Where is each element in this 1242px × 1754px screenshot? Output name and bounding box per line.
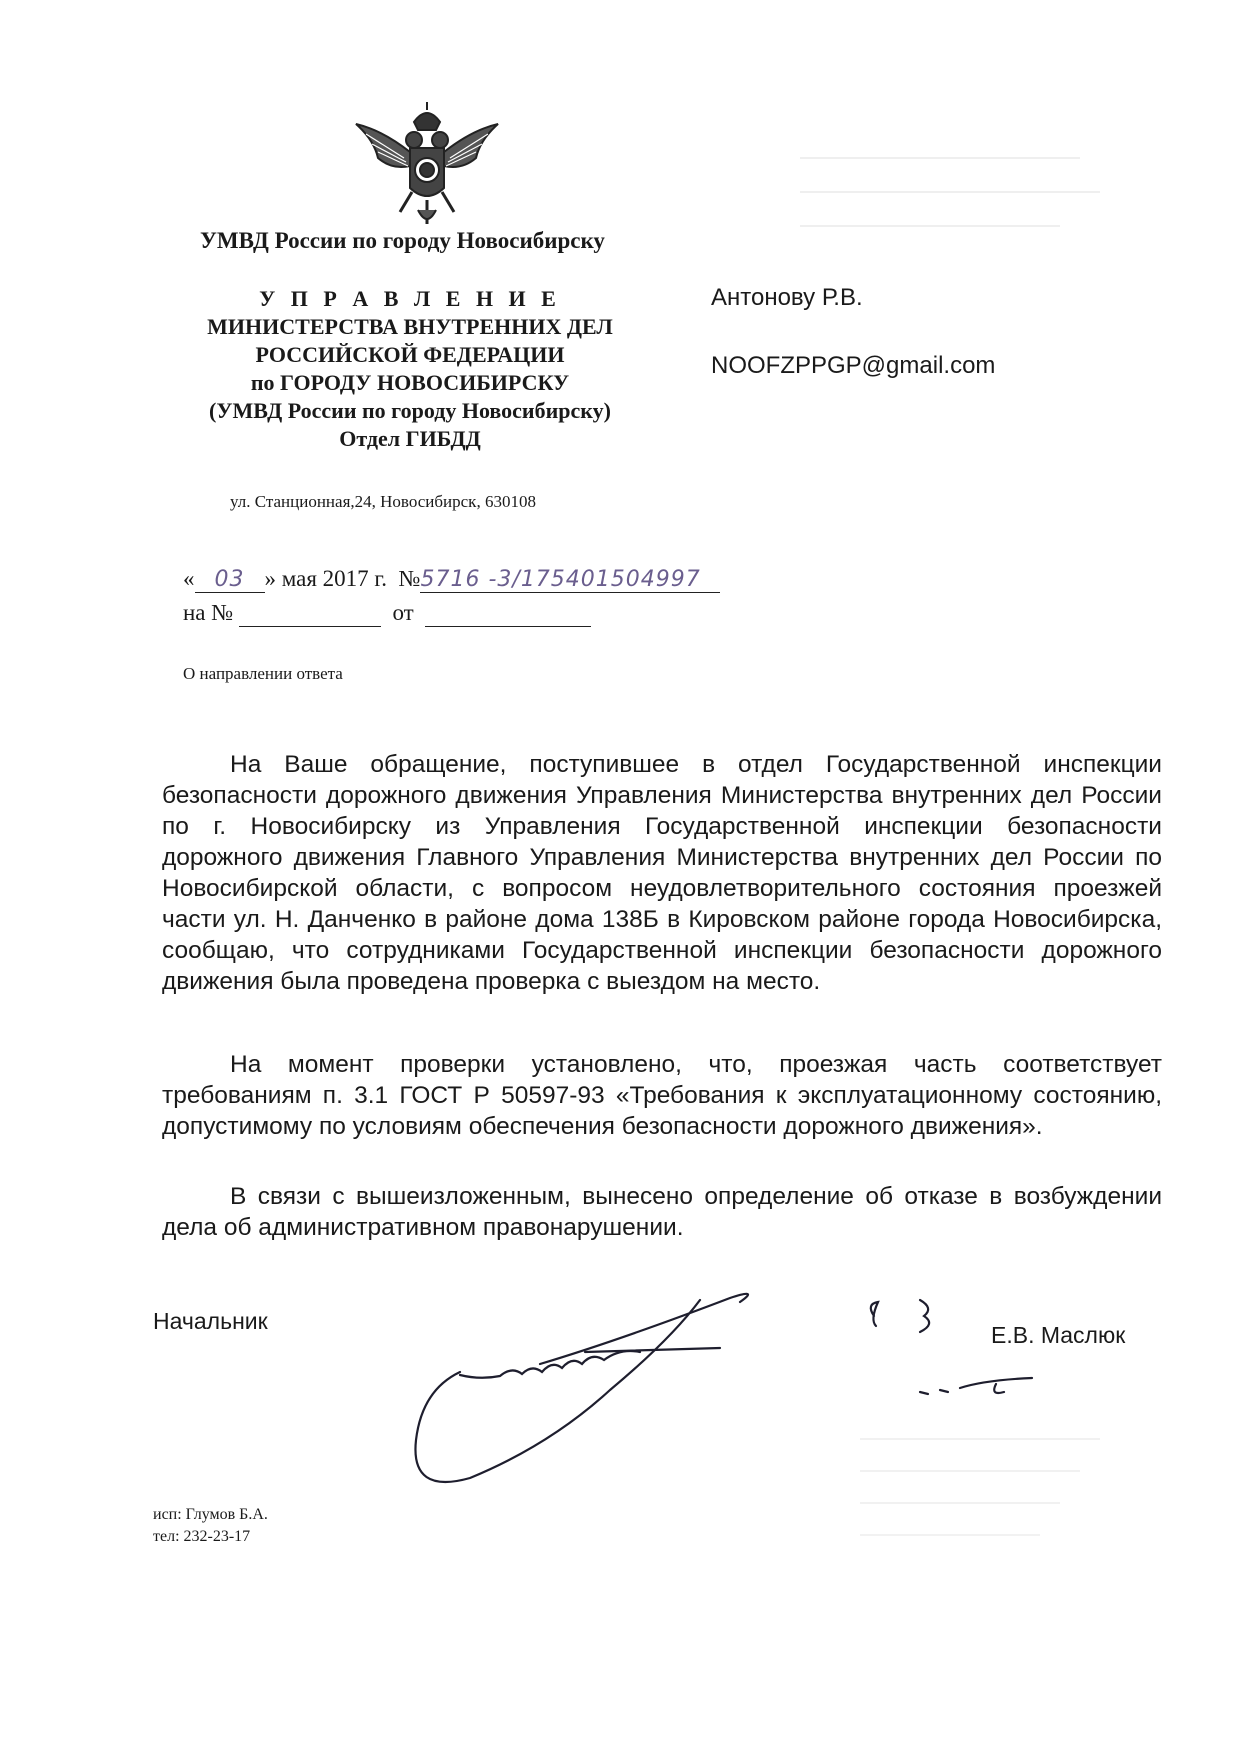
show-through-area bbox=[800, 135, 1120, 255]
from-label: от bbox=[392, 600, 414, 625]
executor-name: исп: Глумов Б.А. bbox=[153, 1506, 268, 1523]
reply-to-line bbox=[183, 600, 591, 627]
registration-day: 03 bbox=[195, 567, 265, 593]
org-line: (УМВД России по городу Новосибирску) bbox=[209, 398, 611, 423]
date-month-year: » мая 2017 г. bbox=[264, 566, 388, 591]
org-address: ул. Станционная,24, Новосибирск, 630108 bbox=[230, 492, 536, 511]
date-open-quote: « bbox=[183, 566, 195, 591]
executor-info bbox=[153, 1504, 268, 1548]
signer-title: Начальник bbox=[153, 1308, 268, 1334]
org-short-name: УМВД России по городу Новосибирску bbox=[200, 228, 605, 253]
from-date-blank bbox=[425, 600, 591, 627]
body-paragraph: В связи с вышеизложенным, вынесено определение об отказе в возбуждении дела об административном правонарушении. bbox=[162, 1183, 1162, 1241]
org-line: МИНИСТЕРСТВА ВНУТРЕННИХ ДЕЛ bbox=[207, 314, 613, 339]
reply-to-number-blank bbox=[239, 600, 381, 627]
registration-number: 5716 -3/175401504997 bbox=[420, 567, 720, 593]
org-line: по ГОРОДУ НОВОСИБИРСКУ bbox=[250, 370, 570, 395]
mvd-emblem-icon bbox=[352, 100, 502, 230]
org-line: Отдел ГИБДД bbox=[339, 426, 481, 451]
signer-name: Е.В. Маслюк bbox=[991, 1322, 1126, 1348]
handwritten-signature bbox=[400, 1280, 1050, 1500]
recipient-name: Антонову Р.В. bbox=[711, 284, 863, 311]
subject-line: О направлении ответа bbox=[183, 664, 343, 683]
executor-phone: тел: 232-23-17 bbox=[153, 1528, 251, 1545]
org-line: У П Р А В Л Е Н И Е bbox=[259, 286, 561, 311]
number-prefix: № bbox=[398, 566, 421, 591]
registration-line bbox=[183, 566, 720, 593]
org-line: РОССИЙСКОЙ ФЕДЕРАЦИИ bbox=[255, 342, 565, 367]
org-letterhead-block bbox=[160, 285, 660, 453]
reply-to-label: на № bbox=[183, 600, 234, 625]
recipient-email: NOOFZPPGP@gmail.com bbox=[711, 352, 996, 379]
body-paragraph: На момент проверки установлено, что, проезжая часть соответствует требованиям п. 3.1 ГОСТ Р 50597-93 «Требования к эксплуатационному состоянию, допустимому по условиям обеспечения безопасности дорожного движения». bbox=[162, 1051, 1162, 1140]
body-paragraph: На Ваше обращение, поступившее в отдел Государственной инспекции безопасности дорожного движения Управления Министерства внутренних дел России по г. Новосибирску из Управления Государственной инспекции безопасности дорожного движения Главного Управления Министерства внутренних дел России по Новосибирской области, с вопросом неудовлетворительного состояния проезжей части ул. Н. Данченко в районе дома 138Б в Кировском районе города Новосибирска, сообщаю, что сотрудниками Государственной инспекции безопасности дорожного движения была проведена проверка с выездом на место. bbox=[162, 751, 1162, 995]
